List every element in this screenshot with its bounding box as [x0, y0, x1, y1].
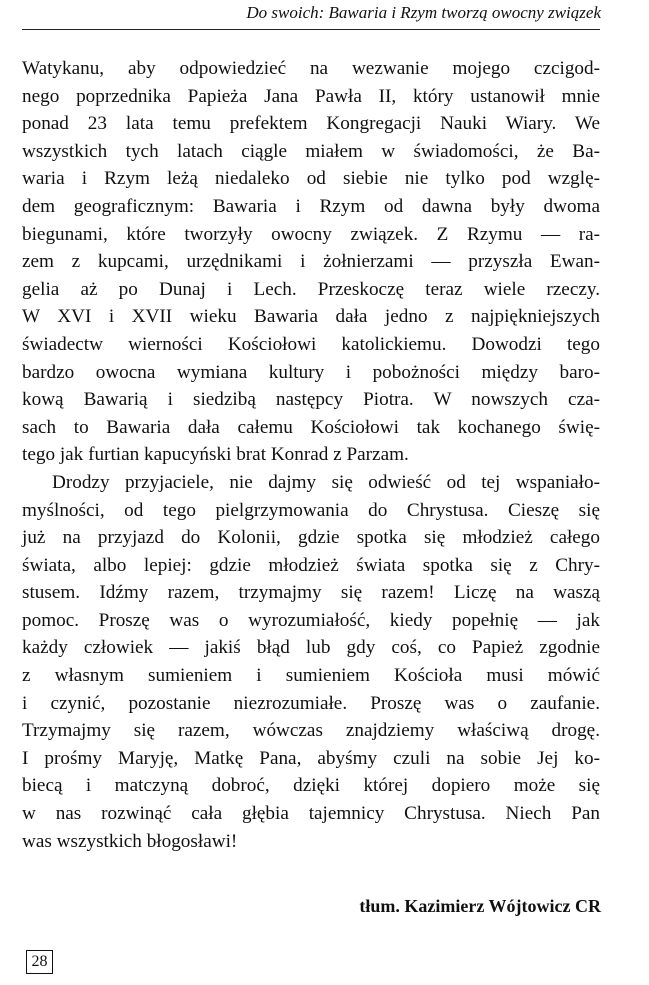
body-text — [22, 55, 600, 855]
text-line: myślności, od tego pielgrzymowania do Chrystusa. Cieszę się — [22, 499, 600, 521]
text-line: pomoc. Proszę was o wyrozumiałość, kiedy popełnię — jak — [22, 609, 600, 631]
text-line: już na przyjazd do Kolonii, gdzie spotka się młodzież całego — [22, 527, 600, 549]
header-rule — [22, 29, 600, 30]
paragraph-1 — [22, 55, 600, 469]
text-line: Drodzy przyjaciele, nie dajmy się odwieść od tej wspaniało- — [52, 471, 600, 493]
text-line: Watykanu, aby odpowiedzieć na wezwanie mojego czcigod- — [22, 58, 600, 79]
text-line: was wszystkich błogosławi! — [22, 830, 238, 852]
text-line: stusem. Idźmy razem, trzymajmy się razem! Liczę na waszą — [22, 582, 600, 604]
text-line: tego jak furtian kapucyński brat Konrad z Parzam. — [22, 444, 409, 466]
text-line: dem geograficznym: Bawaria i Rzym od dawna były dwoma — [22, 195, 600, 217]
text-line: biecą i matczyną dobroć, dzięki której dopiero może się — [22, 775, 600, 797]
text-line: waria i Rzym leżą niedaleko od siebie nie tylko pod wzglę- — [22, 168, 600, 190]
text-line: kową Bawarią i siedzibą następcy Piotra. W nowszych cza- — [22, 389, 600, 411]
text-line: gelia aż po Dunaj i Lech. Przeskoczę teraz wiele rzeczy. — [22, 278, 600, 300]
text-line: sach to Bawaria dała całemu Kościołowi tak kochanego świę- — [22, 416, 600, 438]
text-line: świadectw wierności Kościołowi katolickiemu. Dowodzi tego — [22, 333, 600, 355]
text-line: W XVI i XVII wieku Bawaria dała jedno z najpiękniejszych — [22, 306, 600, 328]
page-number: 28 — [26, 950, 53, 974]
text-line: zem z kupcami, urzędnikami i żołnierzami — przyszła Ewan- — [22, 251, 600, 273]
text-line: świata, albo lepiej: gdzie młodzież świata spotka się z Chry- — [22, 554, 600, 576]
text-line: Trzymajmy się razem, wówczas znajdziemy właściwą drogę. — [22, 720, 600, 742]
text-line: wszystkich tych latach ciągle miałem w świadomości, że Ba- — [22, 140, 600, 162]
text-line: I prośmy Maryję, Matkę Pana, abyśmy czuli na sobie Jej ko- — [22, 747, 600, 769]
translator-signature: tłum. Kazimierz Wójtowicz CR — [359, 896, 601, 916]
text-line: z własnym sumieniem i sumieniem Kościoła musi mówić — [22, 665, 600, 687]
text-line: biegunami, które tworzyły owocny związek. Z Rzymu — ra- — [22, 223, 600, 245]
text-line: ponad 23 lata temu prefektem Kongregacji Nauki Wiary. We — [22, 113, 600, 135]
paragraph-2 — [22, 469, 600, 855]
text-line: nego poprzednika Papieża Jana Pawła II, który ustanowił mnie — [22, 85, 600, 107]
running-head: Do swoich: Bawaria i Rzym tworzą owocny związek — [246, 3, 601, 22]
text-line: i czynić, pozostanie niezrozumiałe. Proszę was o zaufanie. — [22, 692, 600, 714]
text-line: każdy człowiek — jakiś błąd lub gdy coś, co Papież zgodnie — [22, 637, 600, 659]
text-line: bardzo owocna wymiana kultury i pobożności między baro- — [22, 361, 600, 383]
text-line: w nas rozwinąć cała głębia tajemnicy Chrystusa. Niech Pan — [22, 803, 600, 825]
